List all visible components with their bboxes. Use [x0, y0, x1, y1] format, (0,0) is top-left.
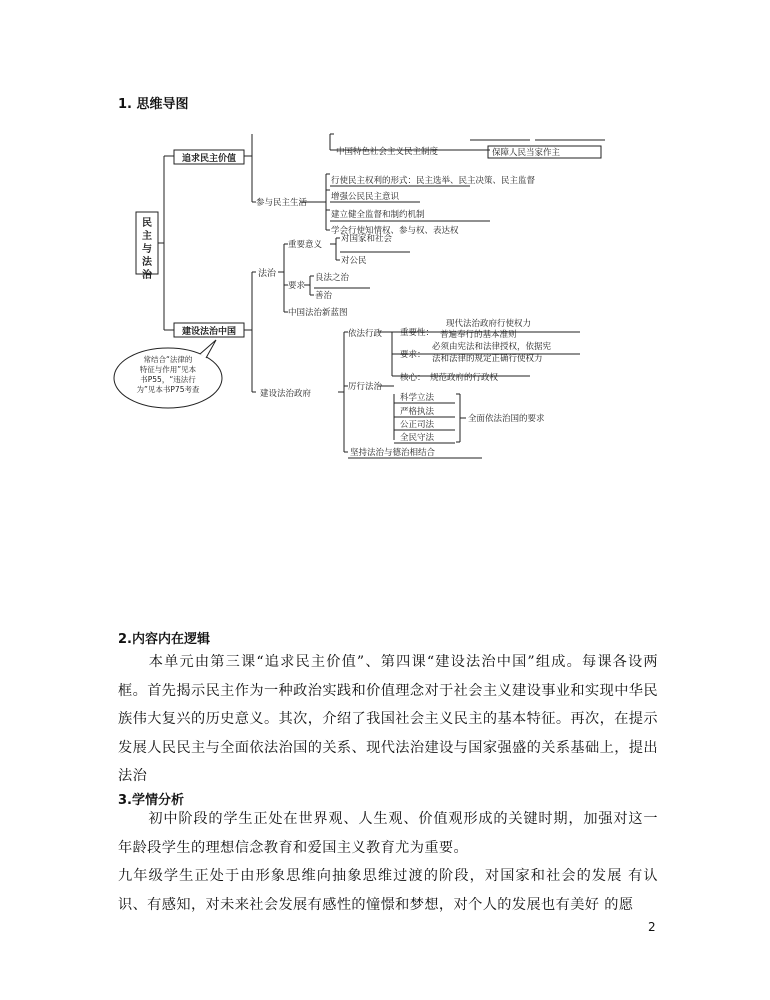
lxfz-item: 严格执法 — [400, 407, 435, 417]
root-char: 治 — [142, 270, 152, 281]
fz-yiyi-item: 对国家和社会 — [341, 234, 393, 244]
yfxz-key: 重要性： — [400, 328, 435, 338]
root-char: 与 — [142, 244, 152, 255]
fz-yiyi-item: 对公民 — [341, 256, 367, 266]
jc-label: 坚持法治与德治相结合 — [350, 448, 436, 458]
root-char: 民 — [142, 218, 152, 229]
b1-top-tag: 保障人民当家作主 — [492, 148, 561, 158]
yfxz-text: 必须由宪法和法律授权，依据宪 — [432, 342, 552, 352]
fz-yiyi-label: 重要意义 — [288, 240, 323, 250]
root-label — [142, 216, 153, 281]
fz-label: 法治 — [258, 269, 277, 279]
yfxz-label: 依法行政 — [348, 329, 383, 339]
fz-yaoqiu-label: 要求 — [288, 281, 306, 291]
lxfz-label: 厉行法治 — [348, 382, 383, 392]
b1-item: 建立健全监督和制约机制 — [331, 210, 425, 220]
section-heading-logic: 2.内容内在逻辑 — [118, 632, 210, 647]
section-heading-students: 3.学情分析 — [118, 793, 184, 808]
lxfz-note: 全面依法治国的要求 — [468, 414, 545, 424]
branch-label-1: 追求民主价值 — [181, 154, 237, 164]
b1-top-label: 中国特色社会主义民主制度 — [336, 147, 439, 157]
yfxz-text: 规范政府的行政权 — [430, 373, 499, 383]
fz-yaoqiu-item: 良法之治 — [315, 273, 350, 283]
b1-sub-label: 参与民主生活 — [256, 198, 308, 208]
fz-yaoqiu-item: 善治 — [315, 291, 333, 301]
lxfz-item: 全民守法 — [400, 433, 435, 443]
root-text — [142, 216, 153, 281]
yfxz-text: 现代法治政府行使权力 — [446, 319, 532, 329]
paragraph-students-2: 九年级学生正处于由形象思维向抽象思维过渡的阶段，对国家和社会的发展 有认识、有感知，对未来社会发展有感性的憧憬和梦想，对个人的发展也有美好 的愿 — [118, 868, 658, 913]
mind-map — [110, 130, 640, 465]
yfxz-text: 法和法律的规定正确行使权力 — [432, 354, 543, 364]
section-heading-mindmap: 1. 思维导图 — [118, 97, 189, 112]
note-line: 特征与作用”见本 — [139, 365, 197, 374]
paragraph-logic — [118, 648, 658, 791]
root-char: 法 — [142, 257, 152, 268]
b1-item: 增强公民民主意识 — [331, 192, 400, 202]
page-number: 2 — [648, 920, 656, 934]
yfxz-text: 普遍奉行的基本准则 — [440, 330, 517, 340]
note-line: 书P55，“违法行 — [140, 375, 196, 384]
b1-item: 学会行使知情权、参与权、表达权 — [331, 226, 459, 236]
yfxz-key: 核心： — [400, 373, 426, 383]
note-bubble — [114, 340, 222, 408]
paragraph-students-1 — [118, 805, 658, 862]
paragraph-students-1-text: 初中阶段的学生正处在世界观、人生观、价值观形成的关键时期，加强对这一年龄段学生的理想信念教育和爱国主义教育尤为重要。 — [118, 811, 658, 856]
note-line: 为”见本书P75考查 — [136, 385, 200, 394]
branch-label-2: 建设法治中国 — [181, 327, 237, 337]
root-char: 主 — [142, 231, 152, 242]
note-line: 常结合“法律的 — [143, 355, 193, 364]
lxfz-item: 公正司法 — [400, 420, 435, 430]
zf-label: 建设法治政府 — [260, 389, 312, 399]
yfxz-key: 要求： — [400, 350, 426, 360]
lxfz-item: 科学立法 — [400, 393, 435, 403]
paragraph-logic-text: 本单元由第三课“追求民主价值”、第四课“建设法治中国”组成。每课各设两框。首先揭示民主作为一种政治实践和价值理念对于社会主义建设事业和实现中华民族伟大复兴的历史意义。其次，介绍了我国社会主义民主的基本特征。再次，在提示发展人民民主与全面依法治国的关系、现代法治建设与国家强盛的关系基础上，提出法治 — [118, 654, 658, 784]
b1-item: 行使民主权利的形式：民主选举、民主决策、民主监督 — [331, 176, 536, 186]
fz-lantu: 中国法治新蓝图 — [288, 308, 348, 318]
